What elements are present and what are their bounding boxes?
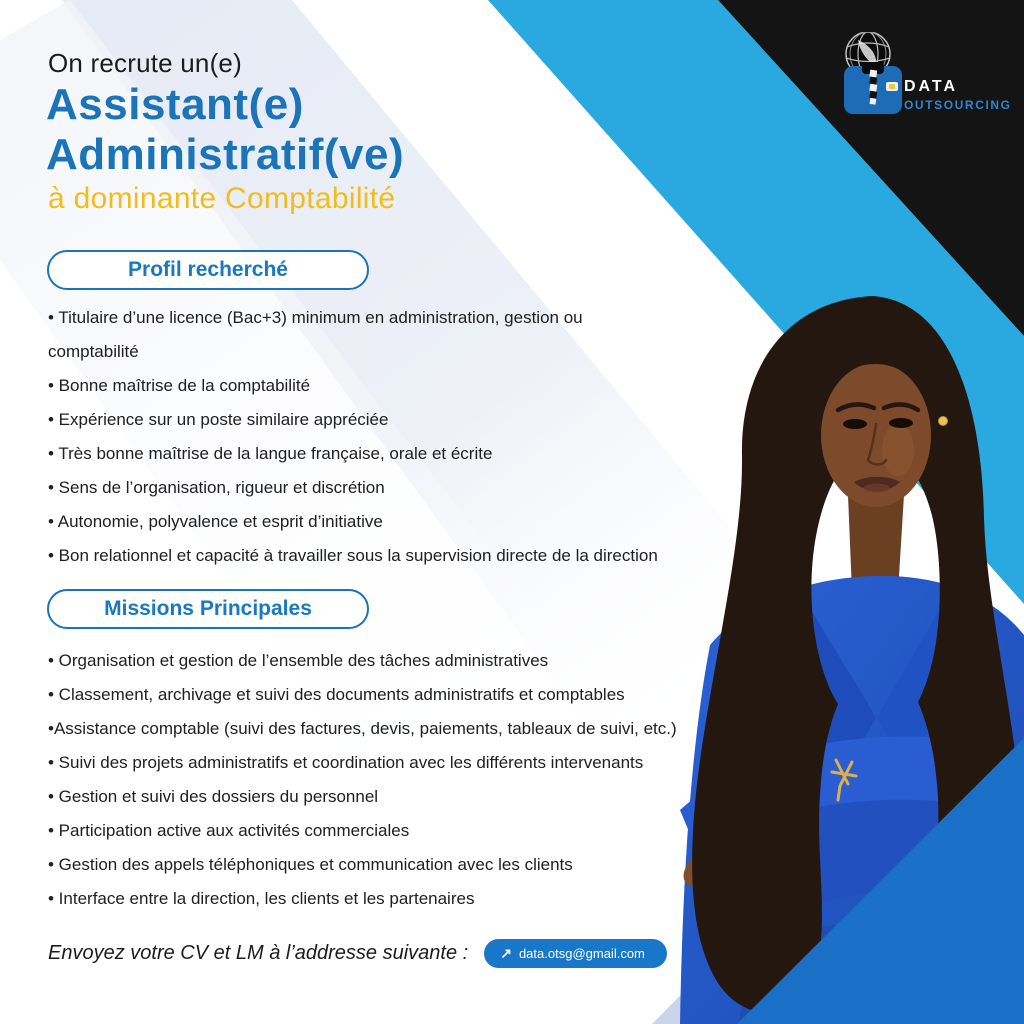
list-item: • Titulaire d’une licence (Bac+3) minimum en administration, gestion ou comptabilité	[48, 308, 583, 361]
list-item: • Bon relationnel et capacité à travailler sous la supervision directe de la direction	[48, 546, 658, 565]
list-item: • Participation active aux activités commerciales	[48, 821, 410, 840]
arrow-up-right-icon: ↗	[500, 945, 512, 961]
section-heading-missions	[47, 589, 369, 629]
list-item: • Bonne maîtrise de la comptabilité	[48, 376, 311, 395]
list-item: • Interface entre la direction, les clients et les partenaires	[48, 889, 475, 908]
subtitle: à dominante Comptabilité	[48, 182, 396, 215]
company-logo	[838, 32, 1020, 128]
missions-list	[48, 644, 748, 916]
list-item: • Classement, archivage et suivi des documents administratifs et comptables	[48, 685, 625, 704]
list-item: • Gestion des appels téléphoniques et communication avec les clients	[48, 855, 573, 874]
logo-subname: OUTSOURCING	[904, 98, 1012, 112]
section-heading-profil	[47, 250, 369, 290]
list-item: • Suivi des projets administratifs et coordination avec les différents intervenants	[48, 753, 644, 772]
list-item: • Sens de l’organisation, rigueur et discrétion	[48, 478, 385, 497]
email-address: data.otsg@gmail.com	[518, 945, 645, 961]
email-button[interactable]	[484, 939, 667, 968]
logo-name: DATA	[904, 78, 959, 95]
list-item: •Assistance comptable (suivi des factures, devis, paiements, tableaux de suivi, etc.)	[48, 719, 677, 738]
kicker-text: On recrute un(e)	[48, 48, 242, 78]
list-item: • Organisation et gestion de l’ensemble des tâches administratives	[48, 651, 549, 670]
profil-heading-label: Profil recherché	[128, 258, 288, 281]
list-item: • Très bonne maîtrise de la langue française, orale et écrite	[48, 444, 493, 463]
page-title	[46, 80, 404, 180]
title-line-1: Assistant(e)	[46, 80, 304, 129]
missions-heading-label: Missions Principales	[104, 597, 312, 620]
cta-text: Envoyez votre CV et LM à l’addresse suivante :	[48, 941, 469, 964]
profil-list	[48, 301, 748, 573]
list-item: • Autonomie, polyvalence et esprit d’initiative	[48, 512, 383, 531]
list-item: • Gestion et suivi des dossiers du personnel	[48, 787, 379, 806]
footer-cta	[48, 936, 667, 970]
title-line-2: Administratif(ve)	[46, 130, 405, 179]
briefcase-icon	[844, 62, 902, 114]
list-item: • Expérience sur un poste similaire appréciée	[48, 410, 389, 429]
